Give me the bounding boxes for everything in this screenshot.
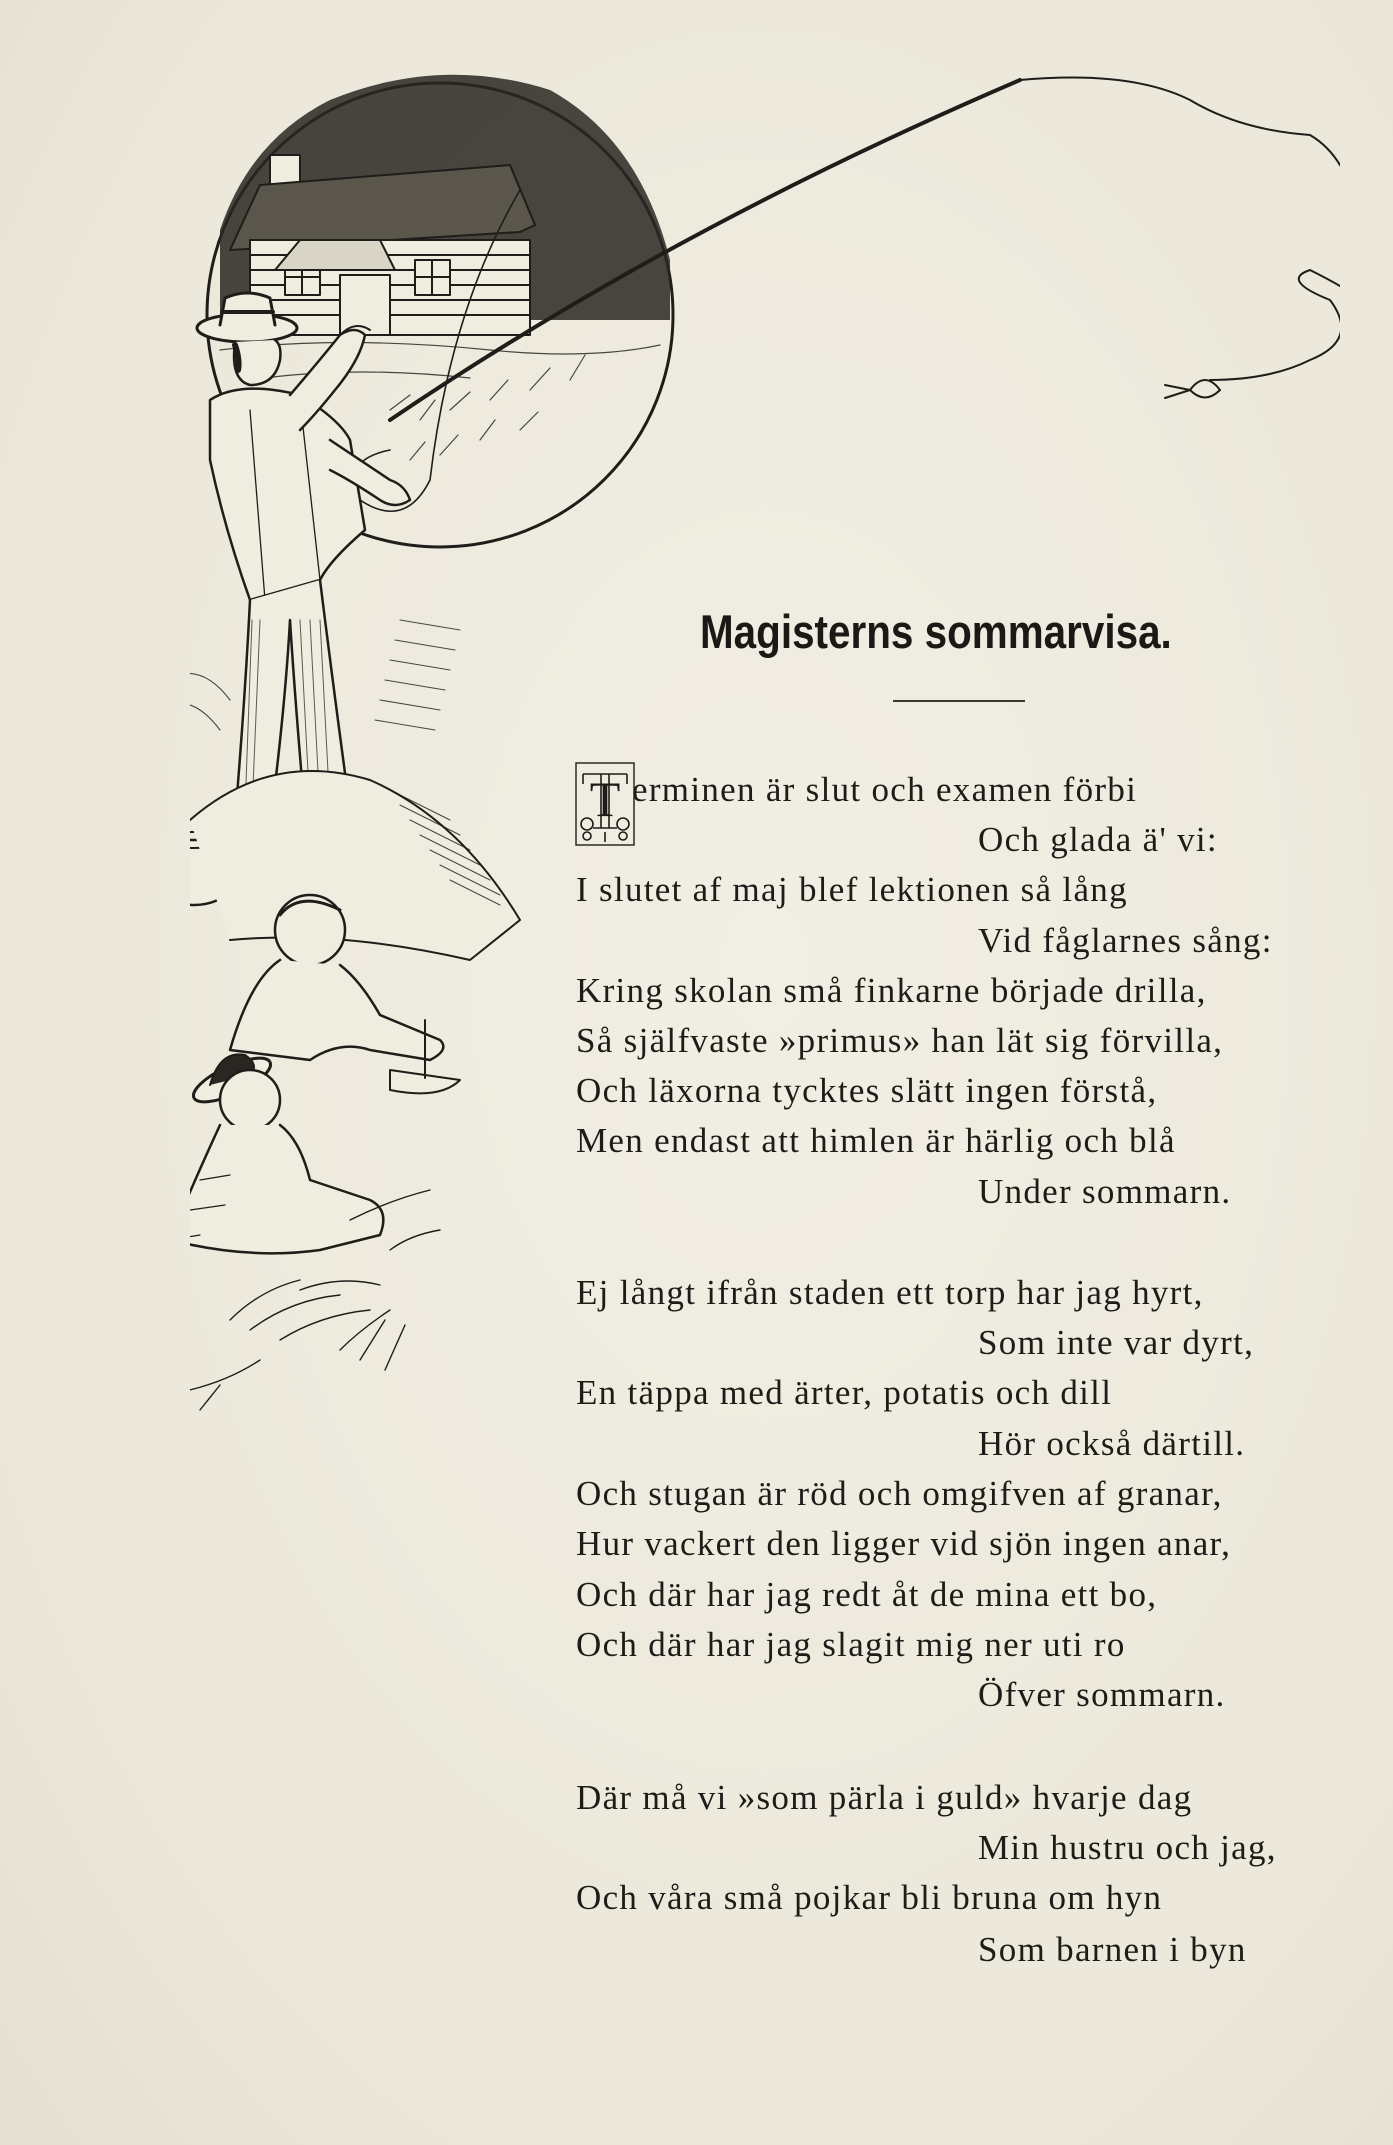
- poem-line: Vid fåglarnes sång:: [978, 921, 1273, 960]
- poem-line: erminen är slut och examen förbi: [632, 770, 1138, 809]
- poem-line: Men endast att himlen är härlig och blå: [576, 1121, 1176, 1160]
- poem-line: Och våra små pojkar bli bruna om hyn: [576, 1878, 1163, 1917]
- drop-cap-letter: T: [589, 771, 621, 827]
- poem-line: Hur vackert den ligger vid sjön ingen anar,: [576, 1524, 1232, 1563]
- poem-line: I slutet af maj blef lektionen så lång: [576, 870, 1128, 909]
- poem-line: Och där har jag redt åt de mina ett bo,: [576, 1575, 1158, 1614]
- poem-line: Där må vi »som pärla i guld» hvarje dag: [576, 1778, 1193, 1817]
- poem-line: Som barnen i byn: [978, 1930, 1247, 1969]
- poem-line: Och stugan är röd och omgifven af granar,: [576, 1474, 1223, 1513]
- poem-line: Hör också därtill.: [978, 1424, 1246, 1463]
- poem-line: Ej långt ifrån staden ett torp har jag hyrt,: [576, 1273, 1204, 1312]
- poem-line: Så själfvaste »primus» han lät sig förvilla,: [576, 1021, 1224, 1060]
- poem-title: Magisterns sommarvisa.: [700, 605, 1172, 658]
- poem-line: Och glada ä' vi:: [978, 820, 1218, 859]
- poem-line: Och läxorna tycktes slätt ingen förstå,: [576, 1071, 1158, 1110]
- poem-line: Som inte var dyrt,: [978, 1323, 1255, 1362]
- poem-line: En täppa med ärter, potatis och dill: [576, 1373, 1113, 1412]
- poem-line: Öfver sommarn.: [978, 1675, 1226, 1714]
- poem-line: Kring skolan små finkarne började drilla,: [576, 971, 1207, 1010]
- poem-line: Under sommarn.: [978, 1172, 1232, 1211]
- poem-line: Min hustru och jag,: [978, 1828, 1277, 1867]
- poem-line: Och där har jag slagit mig ner uti ro: [576, 1625, 1126, 1664]
